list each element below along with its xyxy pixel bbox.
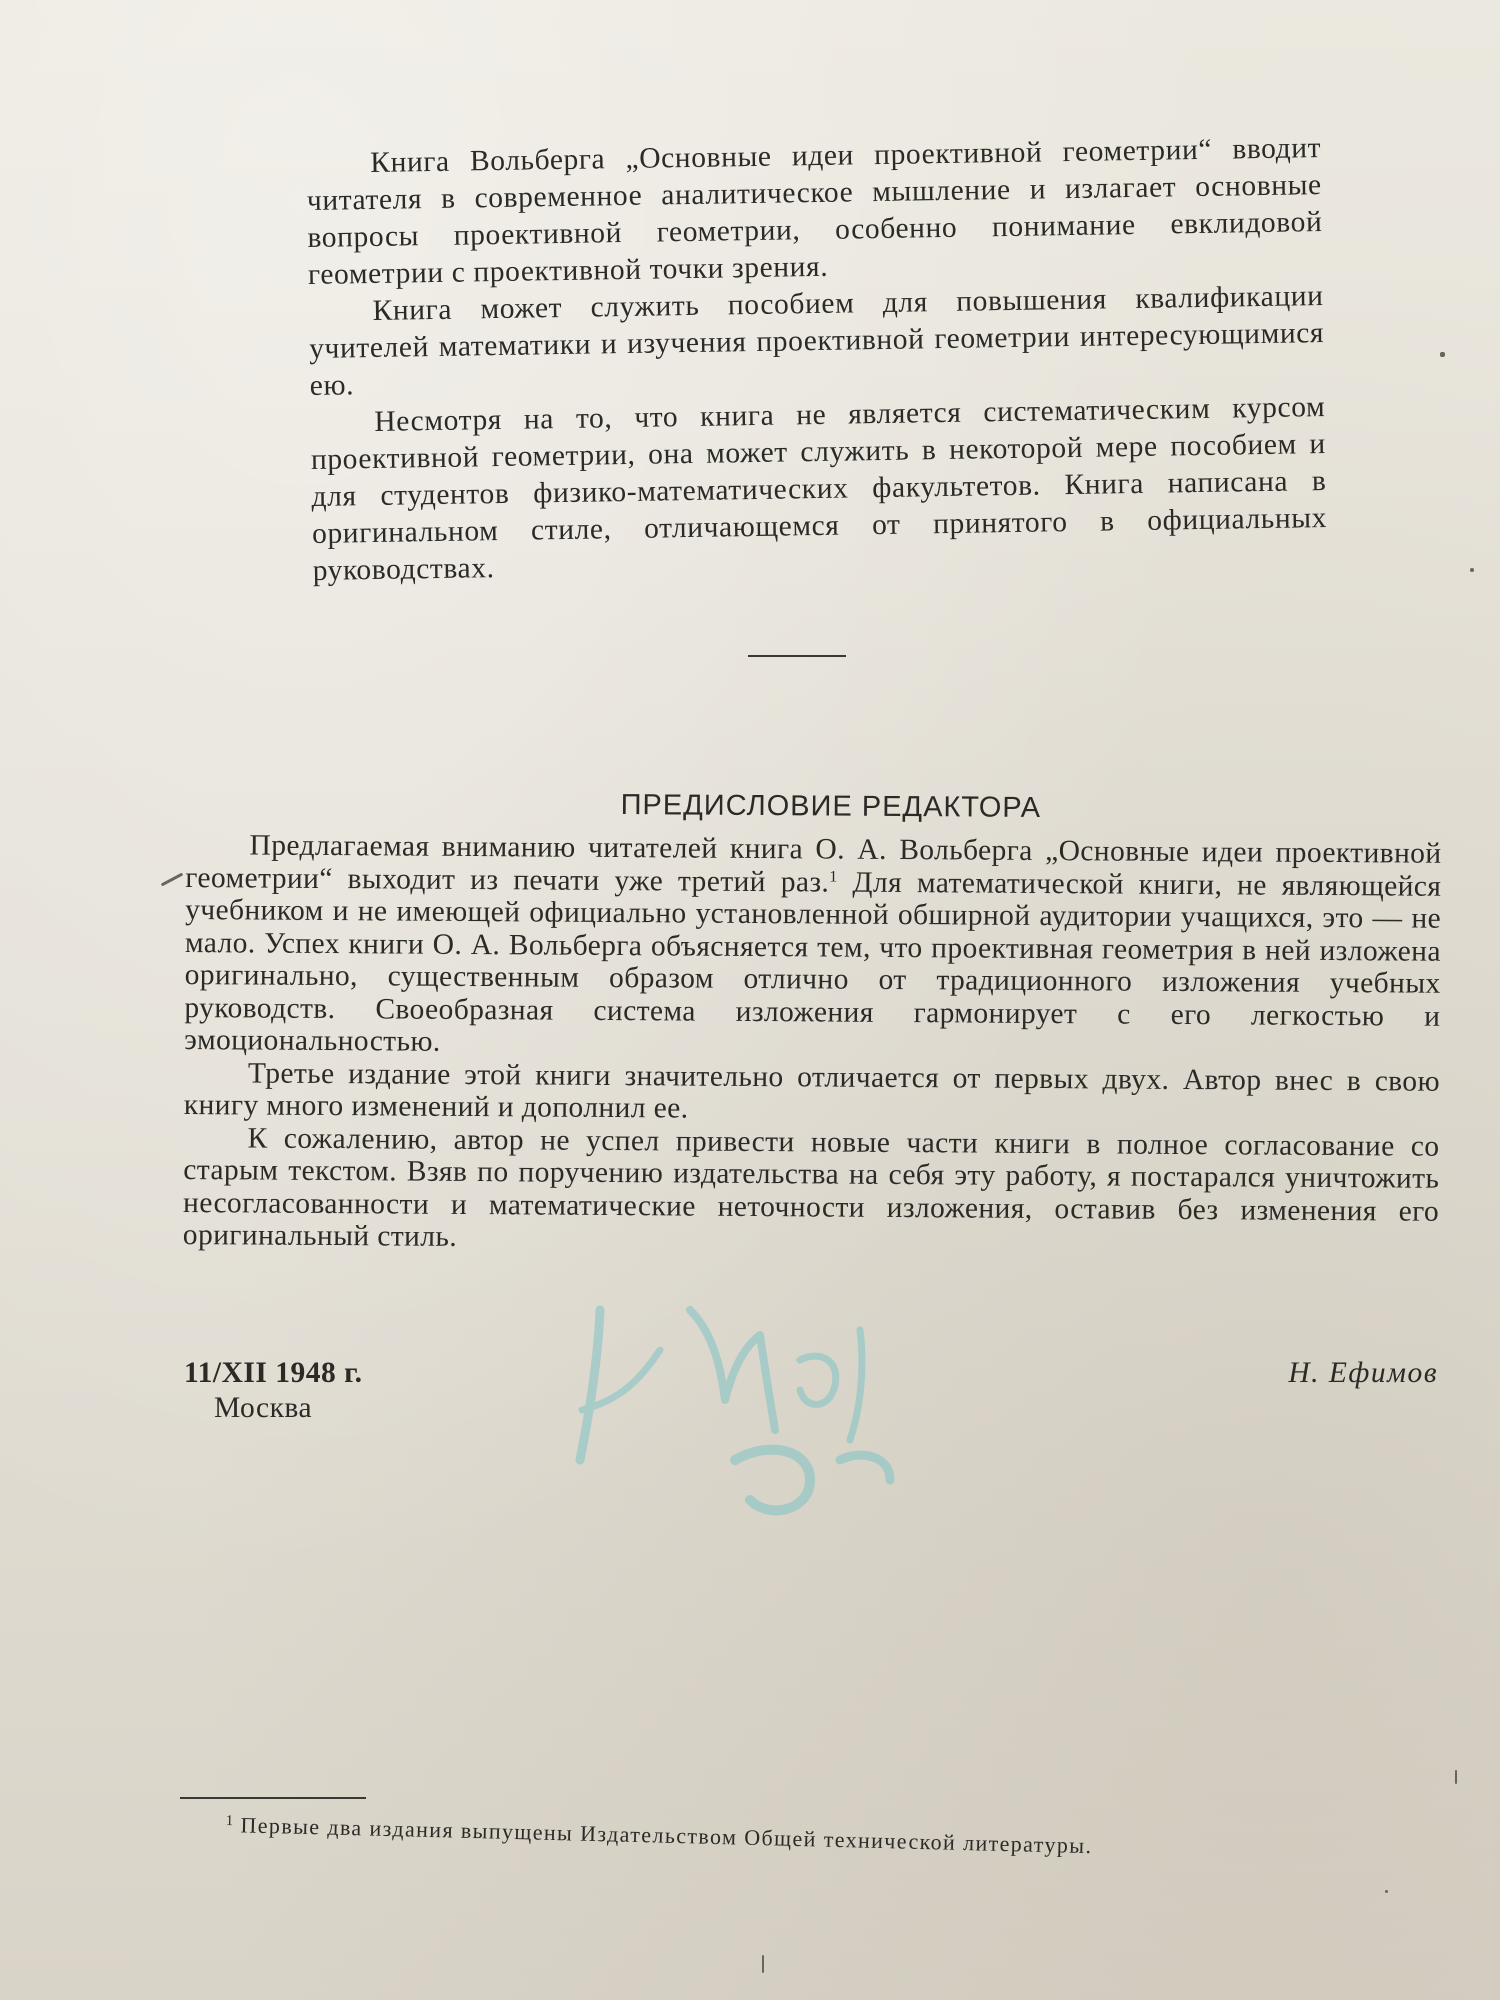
paper-speck	[1470, 568, 1474, 572]
paper-speck	[762, 1955, 764, 1973]
preface-body	[183, 829, 1442, 1260]
paper-speck	[1440, 352, 1445, 357]
preface-paragraph: Третье издание этой книги значительно отличается от первых двух. Автор внес в свою книгу много изменений и дополнил ее.	[183, 1056, 1441, 1125]
preface-text: Предлагаемая вниманию читателей книга О. А. Вольберга „Основные идеи проективной геометрии“ выходит из печати уже третий раз.	[185, 829, 1442, 898]
preface-author: Н. Ефимов	[1288, 1357, 1438, 1389]
section-divider	[748, 655, 846, 657]
preface-city: Москва	[214, 1392, 313, 1424]
footnote-reference: 1	[829, 867, 838, 886]
paper-speck	[161, 873, 184, 887]
handwritten-signature-mark	[560, 1290, 1020, 1550]
preface-title: ПРЕДИСЛОВИЕ РЕДАКТОРА	[620, 789, 1042, 824]
footnote-text: Первые два издания выпущены Издательством Общей технической литературы.	[240, 1812, 1093, 1859]
preface-paragraph	[184, 829, 1442, 1065]
footnote-marker: 1	[225, 1812, 235, 1830]
annotation-paragraph: Несмотря на то, что книга не является систематическим курсом проективной геометрии, она может служить в некоторой мере пособием и для студентов физико-математических факультетов. Книга написана в оригинальном стиле, отличающемся от принятого в официальных руководствах.	[310, 391, 1328, 587]
preface-text: Для математической книги, не являющейся учебником и не имеющей официально установленной обширной аудитории учащихся, это — не мало. Успех книги О. А. Вольберга объясняется тем, что проективная геометрия в ней изложена оригинально, существенным образом отлично от традиционного изложения учебных руководств. Своеобразная система изложения гармонирует с его легкостью и эмоциональностью.	[184, 866, 1442, 1058]
footnote	[225, 1810, 1345, 1867]
paper-speck	[1385, 1890, 1388, 1893]
book-annotation	[306, 130, 1328, 590]
annotation-paragraph: Книга может служить пособием для повышения квалификации учителей математики и изучения проективной геометрии интересующимися ею.	[308, 280, 1325, 402]
paper-speck	[1455, 1770, 1457, 1784]
footnote-divider	[180, 1797, 366, 1799]
preface-date: 11/XII 1948 г.	[184, 1357, 363, 1389]
editor-preface	[183, 786, 1442, 1260]
preface-paragraph: К сожалению, автор не успел привести новые части книги в полное согласование со старым текстом. Взяв по поручению издательства на себя эту работу, я постарался уничтожить несогласованности и математические неточности изложения, оставив без изменения его оригинальный стиль.	[182, 1121, 1440, 1253]
annotation-paragraph: Книга Вольберга „Основные идеи проективной геометрии“ вводит читателя в современное аналитическое мышление и излагает основные вопросы проективной геометрии, особенно понимание евклидовой геометрии с проективной точки зрения.	[306, 132, 1323, 291]
